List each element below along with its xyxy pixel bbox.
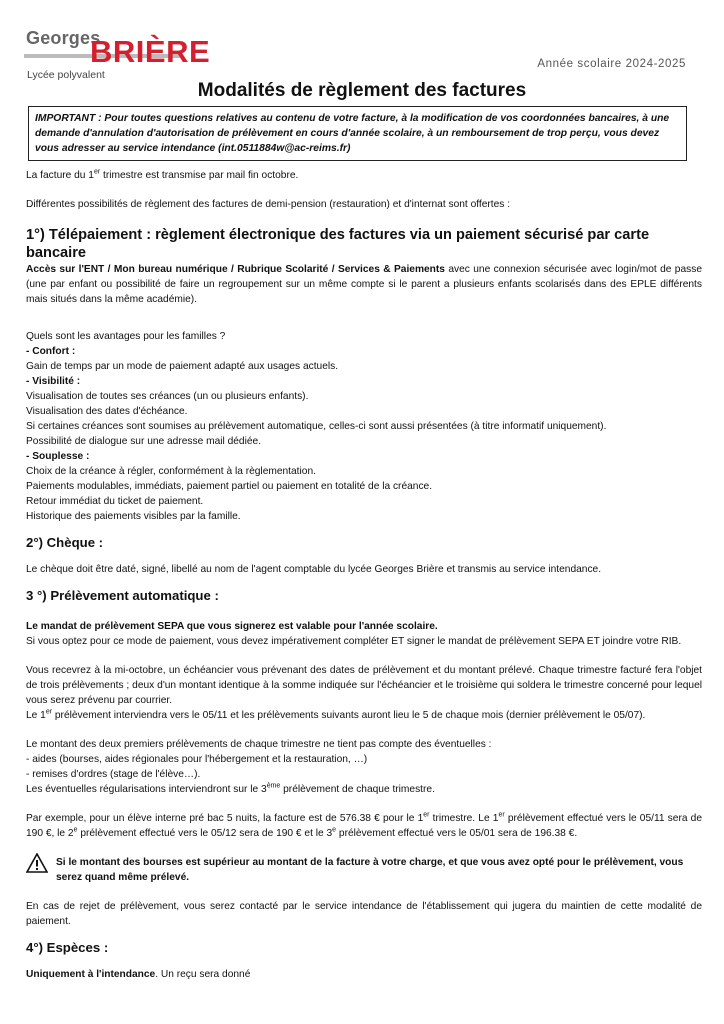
visibilite-item: Possibilité de dialogue sur une adresse mail dédiée. bbox=[26, 436, 262, 447]
montant-item: - aides (bourses, aides régionales pour l'hébergement et la restauration, …) bbox=[26, 754, 368, 765]
schedule-text: Vous recevrez à la mi-octobre, un échéancier vous prévenant des dates de prélèvement et du montant prélevé. Chaque trimestre facturé fera l'objet de trois prélèvements ; deux d'un montant identique à la somme indiquée sur l'échéancier et le troisième qui soldera le trimestre concerné pour lequel vous serez prévenu par courrier. bbox=[26, 665, 702, 706]
souplesse-item: Choix de la créance à régler, conformément à la règlementation. bbox=[26, 466, 316, 477]
mandate-text: Si vous optez pour ce mode de paiement, vous devez impérativement compléter ET signer le mandat de prélèvement SEPA ET joindre votre RIB. bbox=[26, 636, 682, 647]
section1-heading: 1°) Télépaiement : règlement électronique des factures via un paiement sécurisé par carte bancaire bbox=[26, 227, 650, 261]
logo-line-3: Lycée polyvalent bbox=[27, 69, 105, 81]
school-year: Année scolaire 2024-2025 bbox=[537, 58, 686, 70]
visibilite-item: Visualisation des dates d'échéance. bbox=[26, 406, 188, 417]
school-logo bbox=[24, 22, 211, 82]
souplesse-item: Historique des paiements visibles par la famille. bbox=[26, 511, 241, 522]
visibilite-item: Si certaines créances sont soumises au prélèvement automatique, celles-ci sont aussi présentées (à titre informatif uniquement). bbox=[26, 421, 607, 432]
visibilite-label: - Visibilité : bbox=[26, 376, 81, 387]
logo-line-1: Georges bbox=[26, 28, 101, 48]
section4-text: Uniquement à l'intendance. Un reçu sera donné bbox=[26, 969, 251, 980]
warning-box bbox=[26, 855, 702, 885]
mandate-validity: Le mandat de prélèvement SEPA que vous signerez est valable pour l'année scolaire. bbox=[26, 621, 438, 632]
document-body bbox=[26, 168, 702, 982]
confort-item: Gain de temps par un mode de paiement adapté aux usages actuels. bbox=[26, 361, 339, 372]
souplesse-label: - Souplesse : bbox=[26, 451, 90, 462]
section2-text: Le chèque doit être daté, signé, libellé au nom de l'agent comptable du lycée Georges Brière et transmis au service intendance. bbox=[26, 564, 602, 575]
section1-access: Accès sur l'ENT / Mon bureau numérique / Rubrique Scolarité / Services & Paiements avec une connexion sécurisée avec login/mot de passe (une par enfant ou possibilité de faire un regroupement sur un même compte si le parent a plusieurs enfants scolarisés dans des EPLE différents mais situés dans la même académie). bbox=[26, 264, 702, 305]
section2-heading: 2°) Chèque : bbox=[26, 535, 104, 550]
souplesse-item: Paiements modulables, immédiats, paiement partiel ou paiement en totalité de la créance. bbox=[26, 481, 433, 492]
regularisation: Les éventuelles régularisations interviendront sur le 3ème prélèvement de chaque trimestre. bbox=[26, 782, 435, 795]
section4-heading: 4°) Espèces : bbox=[26, 940, 109, 955]
montant-item: - remises d'ordres (stage de l'élève…). bbox=[26, 769, 201, 780]
visibilite-item: Visualisation de toutes ses créances (un ou plusieurs enfants). bbox=[26, 391, 309, 402]
important-notice: IMPORTANT : Pour toutes questions relatives au contenu de votre facture, à la modification de vos coordonnées bancaires, à une demande d'annulation d'autorisation de prélèvement en cours d'année scolaire, à un remboursement de trop perçu, vous devez vous adresser au service intendance (int.0511884w@ac-reims.fr) bbox=[28, 106, 687, 161]
section3-heading: 3 °) Prélèvement automatique : bbox=[26, 588, 219, 603]
montant-intro: Le montant des deux premiers prélèvements de chaque trimestre ne tient pas compte des éventuelles : bbox=[26, 739, 492, 750]
warning-triangle-icon bbox=[26, 853, 48, 873]
souplesse-item: Retour immédiat du ticket de paiement. bbox=[26, 496, 204, 507]
page-title: Modalités de règlement des factures bbox=[197, 80, 527, 101]
logo-line-2: BRIÈRE bbox=[90, 34, 211, 69]
example-text: Par exemple, pour un élève interne pré bac 5 nuits, la facture est de 576.38 € pour le 1er trimestre. Le 1er prélèvement effectué vers le 05/11 sera de 190 €, le 2e prélèvement effectué vers le 05/12 sera de 190 € et le 3e prélèvement effectué vers le 05/01 sera de 196.38 €. bbox=[26, 811, 702, 839]
rejet-text: En cas de rejet de prélèvement, vous serez contacté par le service intendance de l'établissement qui jugera du maintien de cette modalité de paiement. bbox=[26, 901, 702, 927]
intro-options: Différentes possibilités de règlement des factures de demi-pension (restauration) et d'internat sont offertes : bbox=[26, 199, 511, 210]
advantages-question: Quels sont les avantages pour les familles ? bbox=[26, 331, 226, 342]
first-debit: Le 1er prélèvement interviendra vers le 05/11 et les prélèvements suivants auront lieu le 5 de chaque mois (dernier prélèvement le 05/07). bbox=[26, 708, 646, 721]
intro-invoice: La facture du 1er trimestre est transmise par mail fin octobre. bbox=[26, 168, 299, 181]
confort-label: - Confort : bbox=[26, 346, 76, 357]
warning-text: Si le montant des bourses est supérieur au montant de la facture à votre charge, et que vous avez opté pour le prélèvement, vous serez quand même prélevé. bbox=[56, 857, 684, 883]
